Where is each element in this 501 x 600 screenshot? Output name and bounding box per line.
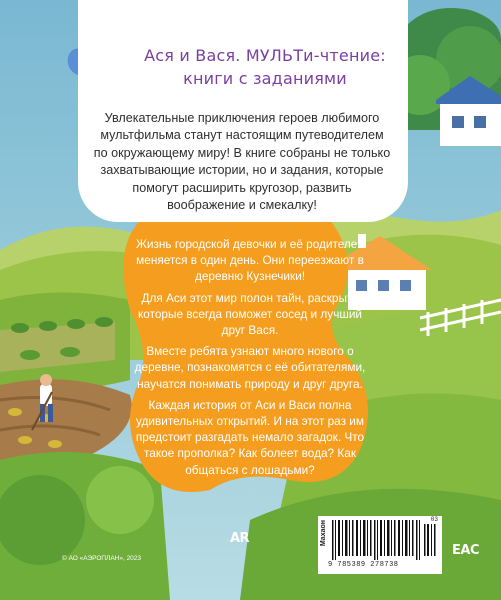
barcode-number: 9 785389 278738 [328,561,399,569]
book-title-line-1: Ася и Вася. МУЛЬТи-чтение: [144,46,386,65]
story-paragraph: Для Аси этот мир полон тайн, раскрыть которые всегда поможет сосед и лучший друг Вася. [137,290,362,338]
barcode-publisher: Махаон [320,520,327,547]
barcode-block [318,516,442,574]
intro-text: Увлекательные приключения героев любимого мультфильма станут настоящим путеводителем по окружающему миру! В книге собраны не только захватывающие истории, но и задания, которые помогут расширить кругозор, развить воображение и смекалку! [93,111,391,213]
barcode-addon: 03 [430,516,438,523]
story-description [130,236,370,483]
story-paragraph: Жизнь городской девочки и её родителей меняется в один день. Они переезжают в деревню Кузнечики! [136,237,364,284]
book-title [140,44,390,90]
story-paragraph: Каждая история от Аси и Васи полна удивительных открытий. И на этот раз им предстоит разгадать немало загадок. Что такое прополка? Как болеет вода? Как общаться с лошадьми? [135,397,365,477]
story-paragraph: Вместе ребята узнают много нового о деревне, познакомятся с её обитателями, научатся понимать природу и друг друга. [134,344,366,391]
copyright-notice: © АО «АЭРОПЛАН», 2023 [62,555,142,562]
eac-certification-mark: EAC [452,543,479,558]
publisher-logo: AR [230,531,250,546]
book-title-line-2: книги с заданиями [183,69,347,88]
barcode-icon [332,520,436,560]
